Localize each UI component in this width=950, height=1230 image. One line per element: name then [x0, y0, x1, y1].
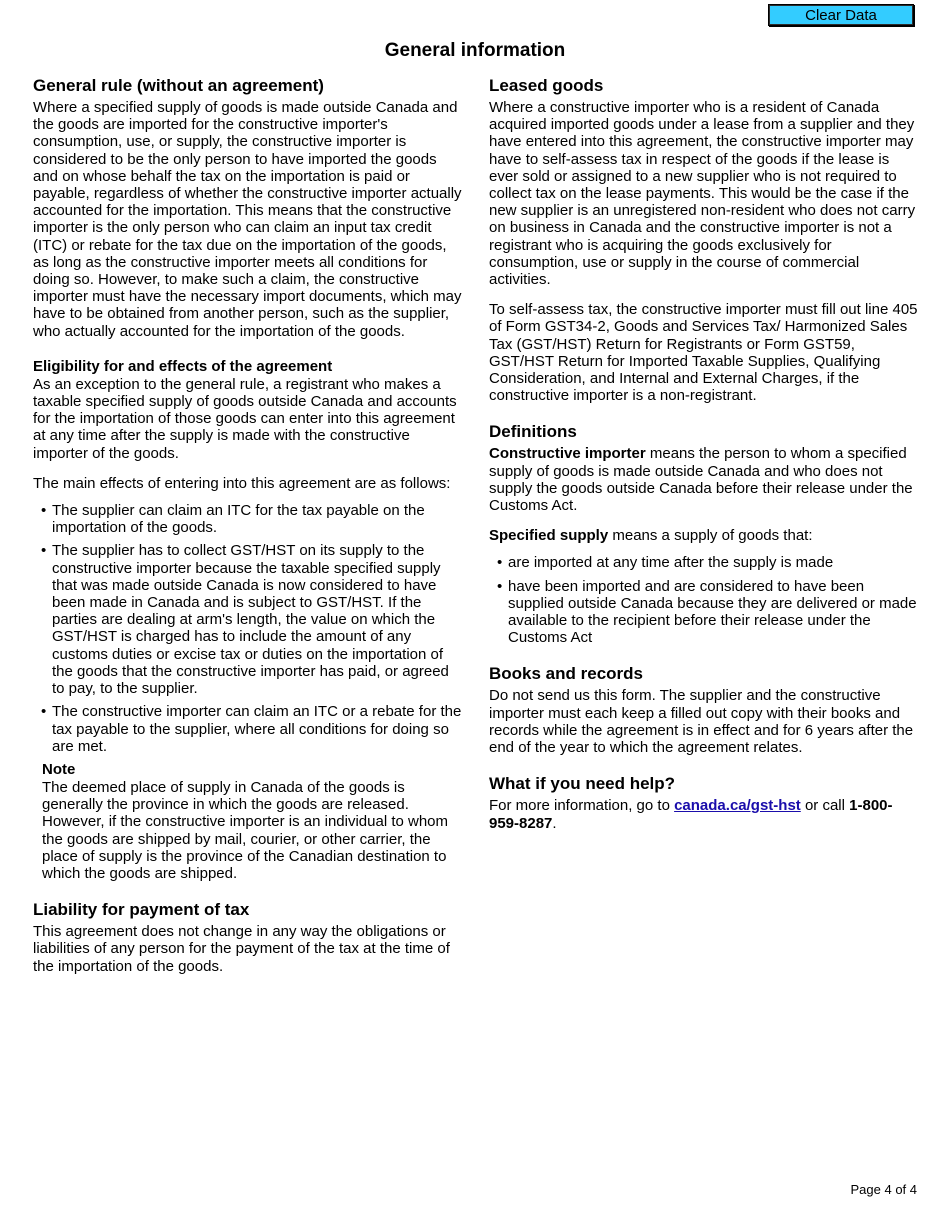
specified-supply-list — [489, 554, 919, 646]
help-phone-number: 1-800-959-8287 — [489, 797, 893, 832]
specified-supply-definition — [489, 527, 919, 544]
constructive-importer-def-text: means the person to whom a specified supply of goods is made outside Canada and who does not supply the goods outside Canada before their release under the Customs Act. — [489, 445, 913, 515]
help-text — [489, 797, 919, 831]
general-rule-heading: General rule (without an agreement) — [33, 76, 324, 95]
specified-supply-term: Specified supply — [489, 527, 609, 545]
note-box — [42, 761, 463, 882]
clear-data-button[interactable]: Clear Data — [768, 4, 914, 26]
right-column — [489, 76, 919, 832]
help-heading: What if you need help? — [489, 774, 676, 794]
leased-goods-text: Where a constructive importer who is a resident of Canada acquired imported goods under a lease from a supplier and they have entered into this agreement, the constructive importer may have to self-assess tax in respect of the goods if the lease is ever sold or assigned to a new supplier who is not required to collect tax on the lease payments. This would be the case if the new supplier is an unregistered non-resident who does not carry on business in Canada and the constructive importer is not a registrant who is acquiring the goods exclusively for consumption, use or supply in the course of commercial activities. — [489, 99, 916, 289]
effects-list-item: • The supplier can claim an ITC for the tax payable on the importation of the goods. — [41, 502, 463, 536]
effects-list — [33, 502, 463, 755]
help-end-text: . — [552, 814, 557, 832]
gst-hst-link[interactable]: canada.ca/gst-hst — [674, 797, 801, 815]
specified-supply-list-item: • have been imported and are considered to have been supplied outside Canada because they are delivered or made available to the recipient before their release under the Customs Act — [497, 578, 919, 647]
general-rule-text: Where a specified supply of goods is made outside Canada and the goods are imported for the constructive importer's consumption, use, or supply, the constructive importer is considered to be the only person to have imported the goods and on whose behalf the tax on the importation is paid or payable, regardless of whether the constructive importer actually accounted for the importation. This means that the constructive importer is the only person who can claim an input tax credit (ITC) or rebate for the tax due on the importation of the goods, as long as the constructive importer meets all conditions for doing so. However, to make such a claim, the constructive importer must have the necessary import documents, which may have to be obtained from another person, such as the supplier, who actually accounted for the importation of the goods. — [33, 99, 462, 340]
help-mid-text: or call — [800, 797, 850, 815]
note-heading: Note — [42, 760, 76, 778]
effects-list-item: • The constructive importer can claim an ITC or a rebate for the tax payable to the supplier, where all conditions for doing so are met. — [41, 703, 463, 755]
constructive-importer-term: Constructive importer — [489, 445, 646, 463]
definitions-heading: Definitions — [489, 422, 577, 442]
left-column — [33, 76, 463, 975]
constructive-importer-definition — [489, 445, 919, 514]
self-assess-text: To self-assess tax, the constructive importer must fill out line 405 of Form GST34-2, Goods and Services Tax/ Harmonized Sales Tax (GST/HST) Return for Registrants or Form GST59, GST/HST Return for Imported Taxable Supplies, Qualifying Consideration, and Internal and External Charges, if the constructive importer is a non-registrant. — [489, 301, 918, 405]
note-text: The deemed place of supply in Canada of the goods is generally the province in which the goods are released. However, if the constructive importer is an individual to whom the goods are shipped by mail, courier, or other carrier, the place of supply is the province of the Canadian destination to which the goods are shipped. — [42, 778, 449, 882]
page-title: General information — [384, 40, 566, 61]
page-number: Page 4 of 4 — [850, 1182, 917, 1197]
eligibility-heading: Eligibility for and effects of the agreement — [33, 357, 333, 375]
effects-intro: The main effects of entering into this agreement are as follows: — [33, 474, 451, 492]
specified-supply-list-item: • are imported at any time after the supply is made — [497, 554, 919, 571]
eligibility-text: As an exception to the general rule, a registrant who makes a taxable specified supply of goods outside Canada and accounts for the importation of those goods can enter into this agreement at any time after the supply is made with the constructive importer of the goods. — [33, 375, 457, 462]
books-records-text: Do not send us this form. The supplier and the constructive importer must each keep a filled out copy with their books and records while the agreement is in effect and for 6 years after the end of the year to which the agreement relates. — [489, 687, 914, 757]
leased-goods-heading: Leased goods — [489, 76, 604, 95]
specified-supply-def-text: means a supply of goods that: — [608, 527, 813, 545]
books-records-heading: Books and records — [489, 664, 643, 684]
liability-text: This agreement does not change in any way the obligations or liabilities of any person for the payment of the tax at the time of the importation of the goods. — [33, 923, 450, 975]
help-pre-text: For more information, go to — [489, 797, 675, 815]
effects-list-item: • The supplier has to collect GST/HST on its supply to the constructive importer because the taxable specified supply that was made outside Canada is now considered to have been made in Canada and is subject to GST/HST. If the parties are dealing at arm's length, the value on which the GST/HST is charged has to include the amount of any customs duties or excise tax or duties on the importation of the goods that the constructive importer has paid, or agreed to pay, to the supplier. — [41, 542, 463, 697]
liability-heading: Liability for payment of tax — [33, 900, 250, 920]
